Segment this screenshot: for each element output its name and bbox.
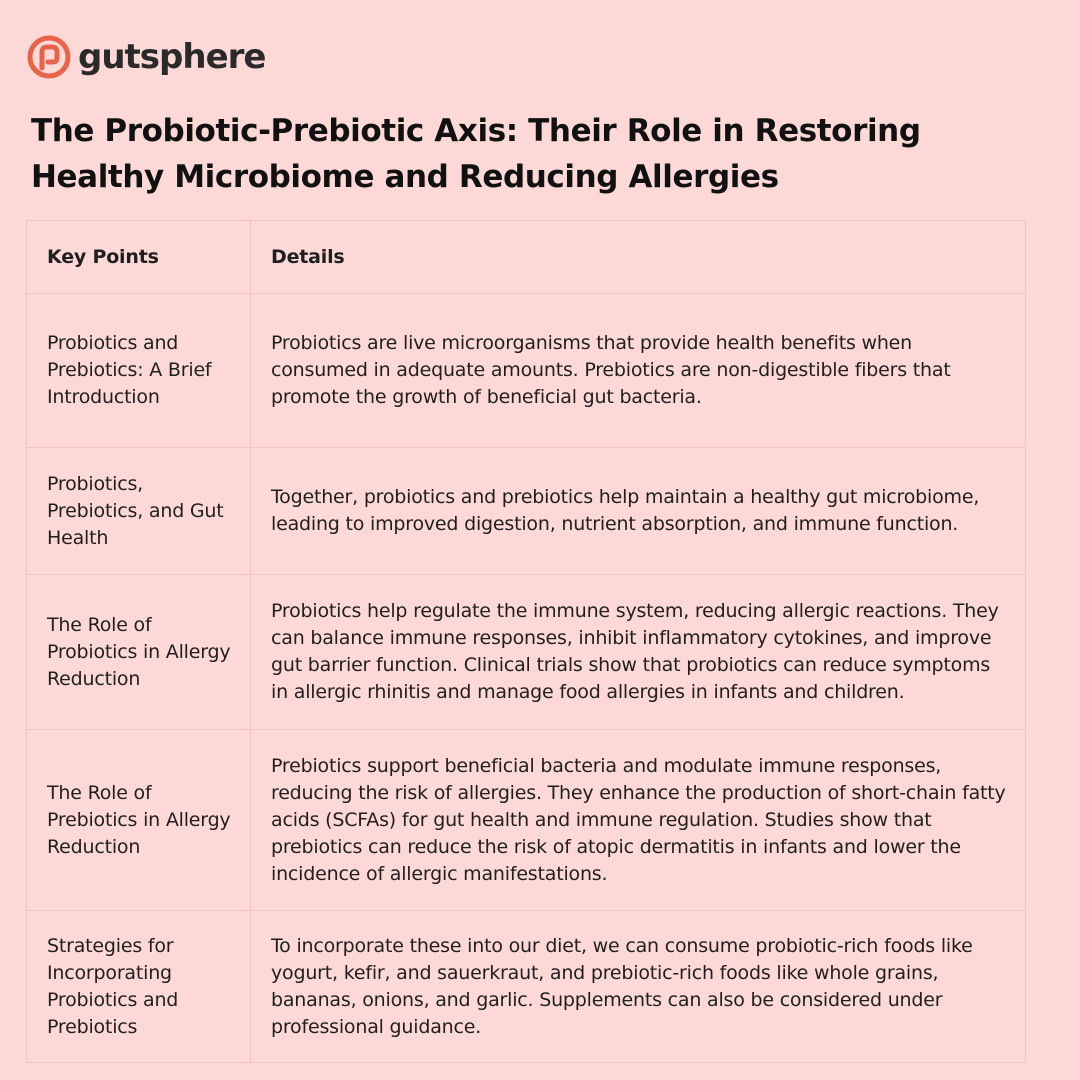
row-details: Together, probiotics and prebiotics help maintain a healthy gut microbiome, leading to improved digestion, nutrient absorption, and immune function.: [251, 448, 1026, 575]
brand-logo: [26, 34, 265, 80]
row-details: Probiotics help regulate the immune system, reducing allergic reactions. They can balance immune responses, inhibit inflammatory cytokines, and improve gut barrier function. Clinical trials show that probiotics can reduce symptoms in allergic rhinitis and manage food allergies in infants and children.: [251, 575, 1026, 730]
row-key: Probiotics, Prebiotics, and Gut Health: [27, 448, 251, 575]
table-header-row: [27, 221, 1026, 294]
table-row: [27, 730, 1026, 911]
brand-name: gutsphere: [78, 37, 266, 77]
table-row: [27, 575, 1026, 730]
row-details: To incorporate these into our diet, we can consume probiotic-rich foods like yogurt, kefir, and sauerkraut, and prebiotic-rich foods like whole grains, bananas, onions, and garlic. Supplements can also be considered under professional guidance.: [251, 911, 1026, 1063]
row-key: Strategies for Incorporating Probiotics and Prebiotics: [27, 911, 251, 1063]
table-row: [27, 911, 1026, 1063]
row-details: Prebiotics support beneficial bacteria and modulate immune responses, reducing the risk of allergies. They enhance the production of short-chain fatty acids (SCFAs) for gut health and immune regulation. Studies show that prebiotics can reduce the risk of atopic dermatitis in infants and lower the incidence of allergic manifestations.: [251, 730, 1026, 911]
page-title: The Probiotic-Prebiotic Axis: Their Role in Restoring Healthy Microbiome and Reducing Allergies: [31, 113, 921, 195]
table-row: [27, 294, 1026, 448]
header-details: Details: [251, 221, 1026, 294]
intestine-ring-icon: [26, 34, 72, 80]
key-points-table: [26, 220, 1026, 1063]
header-key-points: Key Points: [27, 221, 251, 294]
row-details: Probiotics are live microorganisms that provide health benefits when consumed in adequate amounts. Prebiotics are non-digestible fibers that promote the growth of beneficial gut bacteria.: [251, 294, 1026, 448]
row-key: The Role of Probiotics in Allergy Reduction: [27, 575, 251, 730]
row-key: The Role of Prebiotics in Allergy Reduction: [27, 730, 251, 911]
table-row: [27, 448, 1026, 575]
row-key: Probiotics and Prebiotics: A Brief Introduction: [27, 294, 251, 448]
